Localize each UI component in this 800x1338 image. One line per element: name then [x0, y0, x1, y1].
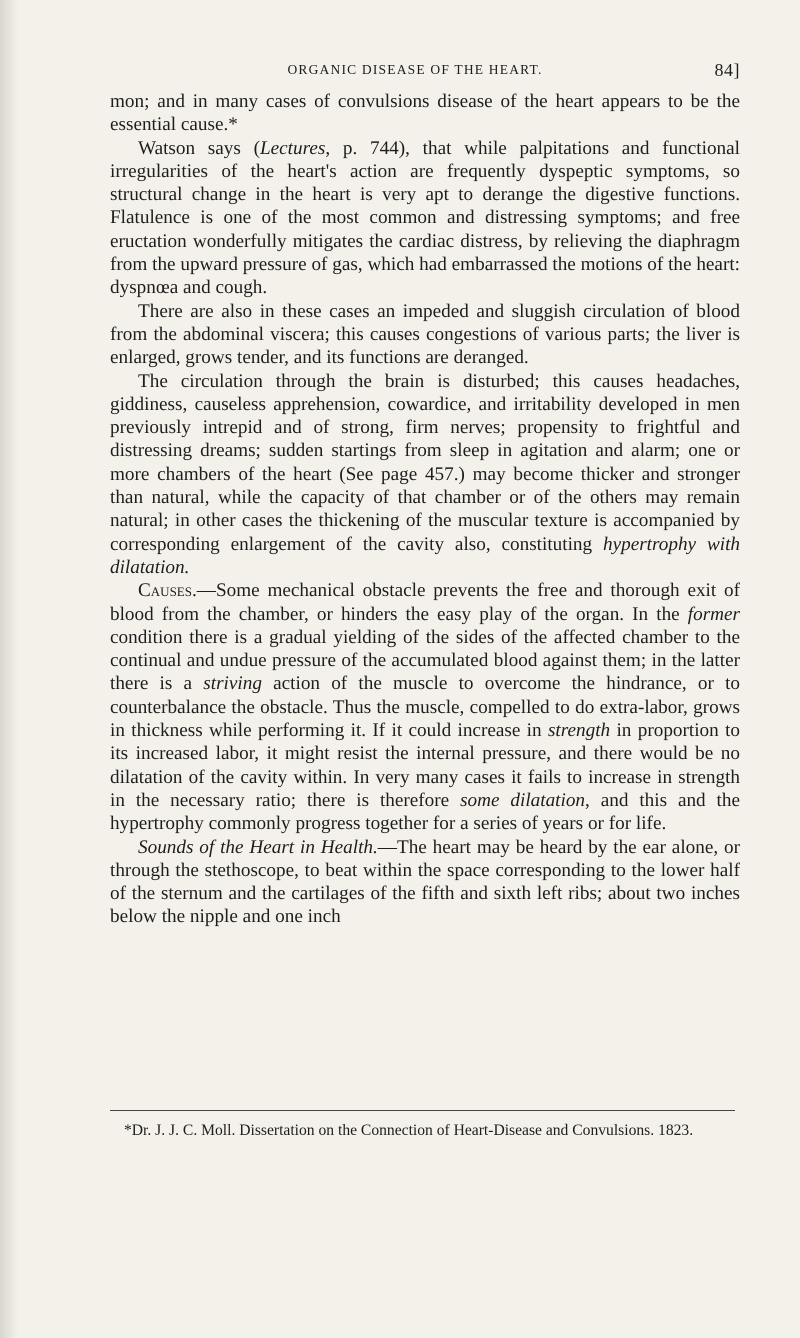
page-header [90, 62, 740, 86]
paragraph-3-text: There are also in these cases an impeded and sluggish circulation of blood from the abdominal viscera; this causes congestions of various parts; the liver is enlarged, grows tender, and its functions are deranged. [110, 300, 740, 369]
page-binding-shadow [0, 0, 18, 1338]
paragraph-heart-sounds [110, 836, 740, 929]
paragraph-causes [110, 579, 740, 835]
former-term: former [687, 603, 740, 625]
paragraph-5-part-a: —Some mechanical obstacle prevents the free and thorough exit of blood from the chamber, or hinders the easy play of the organ. In the [110, 580, 740, 625]
strength-term: strength [547, 720, 611, 742]
paragraph-circulation-abdominal [110, 300, 740, 370]
footnote [110, 1121, 740, 1141]
paragraph-5-part-c: action of the muscle to overcome the hindrance, or to counterbalance the obstacle. Thus the muscle, compelled to do extra-labor, grows in thickness while performing it. If it could increase in [110, 673, 740, 742]
running-title: ORGANIC DISEASE OF THE HEART. [287, 62, 543, 77]
paragraph-brain-circulation [110, 370, 740, 580]
dilatation-term: some dilatation [460, 789, 586, 811]
paragraph-continuation [110, 90, 740, 137]
paragraph-6-text: —The heart may be heard by the ear alone, or through the stethoscope, to beat within the space corresponding to the lower half of the sternum and the cartilages of the fifth and sixth left ribs; about two inches below the nipple and one inch [110, 836, 740, 928]
paragraph-2-rest: , p. 744), that while palpitations and functional irregularities of the heart's action are frequently dyspeptic symptoms, so structural change in the heart is very apt to derange the digestive functions. Flatulence is one of the most common and distressing symptoms; and free eructation wonderfully mitigates the cardiac distress, by relieving the diaphragm from the upward pressure of gas, which had embarrassed the motions of the heart: dyspnœa and cough. [110, 137, 740, 299]
striving-term: striving [203, 673, 262, 695]
paragraph-1-text: mon; and in many cases of convulsions disease of the heart appears to be the essential cause.* [110, 91, 740, 136]
hypertrophy-term: hypertrophy with dilatation. [110, 533, 740, 578]
paragraph-5-part-d: in proportion to its increased labor, it might resist the internal pressure, and there would be no dilatation of the cavity within. In very many cases it fails to increase in strength in the necessary ratio; there is therefore [110, 720, 741, 811]
heart-sounds-heading: Sounds of the Heart in Health. [138, 836, 378, 858]
paragraph-watson [110, 137, 740, 300]
causes-heading: Causes. [138, 580, 197, 602]
lectures-title: Lectures [259, 137, 326, 159]
main-text [110, 90, 740, 929]
paragraph-2-lead: Watson says ( [138, 137, 260, 159]
paragraph-5-part-b: condition there is a gradual yielding of the sides of the affected chamber to the continual and undue pressure of the accumulated blood against them; in the latter there is a [110, 626, 740, 695]
footnote-text: *Dr. J. J. C. Moll. Dissertation on the Connection of Heart-Disease and Convulsions. 1823. [124, 1122, 694, 1139]
page-number: 84] [714, 60, 740, 80]
paragraph-4-text: The circulation through the brain is disturbed; this causes headaches, giddiness, causeless apprehension, cowardice, and irritability developed in men previously intrepid and of strong, firm nerves; propensity to frightful and distressing dreams; sudden startings from sleep in agitation and alarm; one or more chambers of the heart (See page 457.) may become thicker and stronger than natural, while the capacity of that chamber or of the others may remain natural; in other cases the thickening of the muscular texture is accompanied by corresponding enlargement of the cavity also, constituting [110, 370, 740, 555]
footnote-separator [110, 1110, 735, 1111]
paragraph-5-part-e: , and this and the hypertrophy commonly progress together for a series of years or for life. [110, 789, 740, 835]
